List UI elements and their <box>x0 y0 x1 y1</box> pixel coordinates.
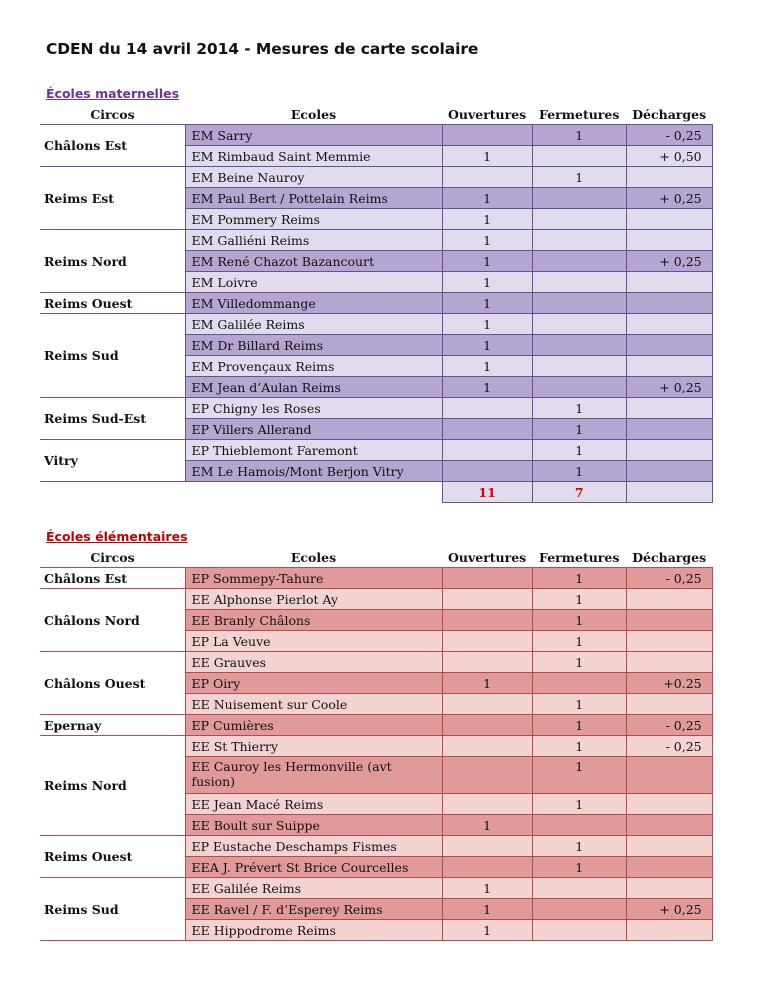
ecole-cell: EE Jean Macé Reims <box>185 794 442 815</box>
ouvertures-cell <box>442 568 532 589</box>
table-row <box>40 568 712 589</box>
ecole-cell: EE Alphonse Pierlot Ay <box>185 589 442 610</box>
circo-cell: Châlons Nord <box>40 589 185 652</box>
circo-cell: Reims Nord <box>40 230 185 293</box>
fermetures-cell: 1 <box>532 631 626 652</box>
ecole-cell: EP Cumières <box>185 715 442 736</box>
table-row <box>40 878 712 899</box>
ouvertures-cell: 1 <box>442 878 532 899</box>
decharges-cell <box>626 461 712 482</box>
total-decharges <box>626 482 712 503</box>
fermetures-cell: 1 <box>532 794 626 815</box>
ouvertures-cell <box>442 652 532 673</box>
ouvertures-cell <box>442 836 532 857</box>
ouvertures-cell <box>442 461 532 482</box>
ecole-cell: EP Eustache Deschamps Fismes <box>185 836 442 857</box>
ouvertures-cell: 1 <box>442 209 532 230</box>
circo-cell: Vitry <box>40 440 185 482</box>
ouvertures-cell <box>442 440 532 461</box>
fermetures-cell <box>532 673 626 694</box>
table-row <box>40 589 712 610</box>
ouvertures-cell: 1 <box>442 314 532 335</box>
ouvertures-cell <box>442 398 532 419</box>
fermetures-cell <box>532 293 626 314</box>
fermetures-cell <box>532 230 626 251</box>
ouvertures-cell: 1 <box>442 230 532 251</box>
ecole-cell: EM Sarry <box>185 125 442 146</box>
section-title-maternelles: Écoles maternelles <box>46 86 180 101</box>
decharges-cell <box>626 878 712 899</box>
decharges-cell <box>626 419 712 440</box>
header-ecoles: Ecoles <box>185 547 442 568</box>
decharges-cell <box>626 314 712 335</box>
fermetures-cell: 1 <box>532 757 626 794</box>
ecole-cell: EE Grauves <box>185 652 442 673</box>
fermetures-cell <box>532 920 626 941</box>
page-title: CDEN du 14 avril 2014 - Mesures de carte scolaire <box>46 40 479 58</box>
ecole-cell: EE Galilée Reims <box>185 878 442 899</box>
decharges-cell <box>626 652 712 673</box>
ecole-cell: EEA J. Prévert St Brice Courcelles <box>185 857 442 878</box>
ecole-cell: EM Pommery Reims <box>185 209 442 230</box>
decharges-cell <box>626 272 712 293</box>
header-decharges: Décharges <box>626 547 712 568</box>
decharges-cell <box>626 293 712 314</box>
table-row <box>40 167 712 188</box>
fermetures-cell: 1 <box>532 419 626 440</box>
decharges-cell: - 0,25 <box>626 715 712 736</box>
ecole-cell: EP Villers Allerand <box>185 419 442 440</box>
circo-cell: Reims Est <box>40 167 185 230</box>
ecole-cell: EM Rimbaud Saint Memmie <box>185 146 442 167</box>
decharges-cell: + 0,50 <box>626 146 712 167</box>
ecole-cell: EP Chigny les Roses <box>185 398 442 419</box>
fermetures-cell: 1 <box>532 610 626 631</box>
ecole-cell: EE Cauroy les Hermonville (avt fusion) <box>185 757 442 794</box>
ouvertures-cell <box>442 125 532 146</box>
ouvertures-cell <box>442 589 532 610</box>
circo-cell: Reims Ouest <box>40 836 185 878</box>
ouvertures-cell: 1 <box>442 272 532 293</box>
ecole-cell: EM Jean d’Aulan Reims <box>185 377 442 398</box>
table-row <box>40 440 712 461</box>
decharges-cell <box>626 167 712 188</box>
decharges-cell <box>626 335 712 356</box>
header-ouvertures: Ouvertures <box>442 104 532 125</box>
fermetures-cell <box>532 314 626 335</box>
fermetures-cell: 1 <box>532 715 626 736</box>
decharges-cell <box>626 815 712 836</box>
maternelles-table <box>40 104 713 503</box>
decharges-cell: +0.25 <box>626 673 712 694</box>
table-row <box>40 314 712 335</box>
table-row <box>40 715 712 736</box>
elementaires-table <box>40 547 713 941</box>
ecole-cell: EE Hippodrome Reims <box>185 920 442 941</box>
table-row <box>40 125 712 146</box>
ecole-cell: EP Thieblemont Faremont <box>185 440 442 461</box>
fermetures-cell <box>532 878 626 899</box>
ouvertures-cell: 1 <box>442 251 532 272</box>
decharges-cell <box>626 230 712 251</box>
ouvertures-cell <box>442 736 532 757</box>
fermetures-cell <box>532 146 626 167</box>
fermetures-cell: 1 <box>532 125 626 146</box>
fermetures-cell <box>532 815 626 836</box>
fermetures-cell: 1 <box>532 652 626 673</box>
ouvertures-cell <box>442 857 532 878</box>
header-fermetures: Fermetures <box>532 104 626 125</box>
decharges-cell: + 0,25 <box>626 899 712 920</box>
fermetures-cell <box>532 335 626 356</box>
ouvertures-cell <box>442 419 532 440</box>
ouvertures-cell: 1 <box>442 673 532 694</box>
table-row <box>40 652 712 673</box>
decharges-cell: + 0,25 <box>626 377 712 398</box>
total-ouvertures: 11 <box>442 482 532 503</box>
decharges-cell <box>626 794 712 815</box>
ecole-cell: EP La Veuve <box>185 631 442 652</box>
ecole-cell: EM Beine Nauroy <box>185 167 442 188</box>
ecole-cell: EM Dr Billard Reims <box>185 335 442 356</box>
totals-row <box>40 482 712 503</box>
table-row <box>40 736 712 757</box>
ouvertures-cell <box>442 757 532 794</box>
decharges-cell <box>626 631 712 652</box>
decharges-cell <box>626 757 712 794</box>
ecole-cell: EM Galliéni Reims <box>185 230 442 251</box>
ecole-cell: EP Oiry <box>185 673 442 694</box>
circo-cell: Châlons Ouest <box>40 652 185 715</box>
fermetures-cell <box>532 377 626 398</box>
circo-cell: Reims Nord <box>40 736 185 836</box>
ouvertures-cell: 1 <box>442 377 532 398</box>
ecole-cell: EE St Thierry <box>185 736 442 757</box>
decharges-cell <box>626 610 712 631</box>
header-ouvertures: Ouvertures <box>442 547 532 568</box>
ecole-cell: EE Ravel / F. d’Esperey Reims <box>185 899 442 920</box>
ouvertures-cell: 1 <box>442 293 532 314</box>
fermetures-cell <box>532 251 626 272</box>
fermetures-cell <box>532 272 626 293</box>
ecole-cell: EM Villedommange <box>185 293 442 314</box>
ecole-cell: EE Nuisement sur Coole <box>185 694 442 715</box>
ouvertures-cell: 1 <box>442 188 532 209</box>
header-ecoles: Ecoles <box>185 104 442 125</box>
decharges-cell <box>626 209 712 230</box>
circo-cell: Reims Sud <box>40 878 185 941</box>
decharges-cell <box>626 356 712 377</box>
fermetures-cell <box>532 188 626 209</box>
ouvertures-cell: 1 <box>442 335 532 356</box>
ecole-cell: EM Provençaux Reims <box>185 356 442 377</box>
fermetures-cell: 1 <box>532 836 626 857</box>
fermetures-cell <box>532 899 626 920</box>
ouvertures-cell: 1 <box>442 899 532 920</box>
circo-cell: Châlons Est <box>40 125 185 167</box>
decharges-cell: - 0,25 <box>626 736 712 757</box>
header-circos: Circos <box>40 547 185 568</box>
ouvertures-cell: 1 <box>442 920 532 941</box>
ouvertures-cell <box>442 694 532 715</box>
decharges-cell <box>626 836 712 857</box>
table-row <box>40 398 712 419</box>
ecole-cell: EM René Chazot Bazancourt <box>185 251 442 272</box>
circo-cell: Reims Ouest <box>40 293 185 314</box>
fermetures-cell: 1 <box>532 589 626 610</box>
ouvertures-cell <box>442 610 532 631</box>
decharges-cell: - 0,25 <box>626 125 712 146</box>
circo-cell: Epernay <box>40 715 185 736</box>
decharges-cell <box>626 920 712 941</box>
circo-cell: Châlons Est <box>40 568 185 589</box>
fermetures-cell <box>532 356 626 377</box>
ouvertures-cell <box>442 794 532 815</box>
fermetures-cell: 1 <box>532 694 626 715</box>
ecole-cell: EM Galilée Reims <box>185 314 442 335</box>
decharges-cell <box>626 398 712 419</box>
ouvertures-cell <box>442 167 532 188</box>
fermetures-cell: 1 <box>532 736 626 757</box>
decharges-cell: + 0,25 <box>626 251 712 272</box>
circo-cell: Reims Sud <box>40 314 185 398</box>
decharges-cell <box>626 440 712 461</box>
ouvertures-cell: 1 <box>442 356 532 377</box>
ouvertures-cell <box>442 631 532 652</box>
fermetures-cell <box>532 209 626 230</box>
total-fermetures: 7 <box>532 482 626 503</box>
ouvertures-cell: 1 <box>442 815 532 836</box>
header-circos: Circos <box>90 106 135 122</box>
section-title-elementaires: Écoles élémentaires <box>46 529 188 544</box>
ouvertures-cell <box>442 715 532 736</box>
fermetures-cell: 1 <box>532 398 626 419</box>
fermetures-cell: 1 <box>532 167 626 188</box>
decharges-cell <box>626 857 712 878</box>
decharges-cell <box>626 694 712 715</box>
ouvertures-cell: 1 <box>442 146 532 167</box>
ecole-cell: EM Loivre <box>185 272 442 293</box>
header-fermetures: Fermetures <box>532 547 626 568</box>
fermetures-cell: 1 <box>532 568 626 589</box>
ecole-cell: EE Branly Châlons <box>185 610 442 631</box>
fermetures-cell: 1 <box>532 857 626 878</box>
table-row <box>40 836 712 857</box>
table-row <box>40 293 712 314</box>
circo-cell: Reims Sud-Est <box>40 398 185 440</box>
decharges-cell: - 0,25 <box>626 568 712 589</box>
ecole-cell: EE Boult sur Suippe <box>185 815 442 836</box>
ecole-cell: EM Le Hamois/Mont Berjon Vitry <box>185 461 442 482</box>
decharges-cell: + 0,25 <box>626 188 712 209</box>
fermetures-cell: 1 <box>532 461 626 482</box>
table-row <box>40 230 712 251</box>
decharges-cell <box>626 589 712 610</box>
fermetures-cell: 1 <box>532 440 626 461</box>
ecole-cell: EM Paul Bert / Pottelain Reims <box>185 188 442 209</box>
ecole-cell: EP Sommepy-Tahure <box>185 568 442 589</box>
header-decharges: Décharges <box>626 104 712 125</box>
